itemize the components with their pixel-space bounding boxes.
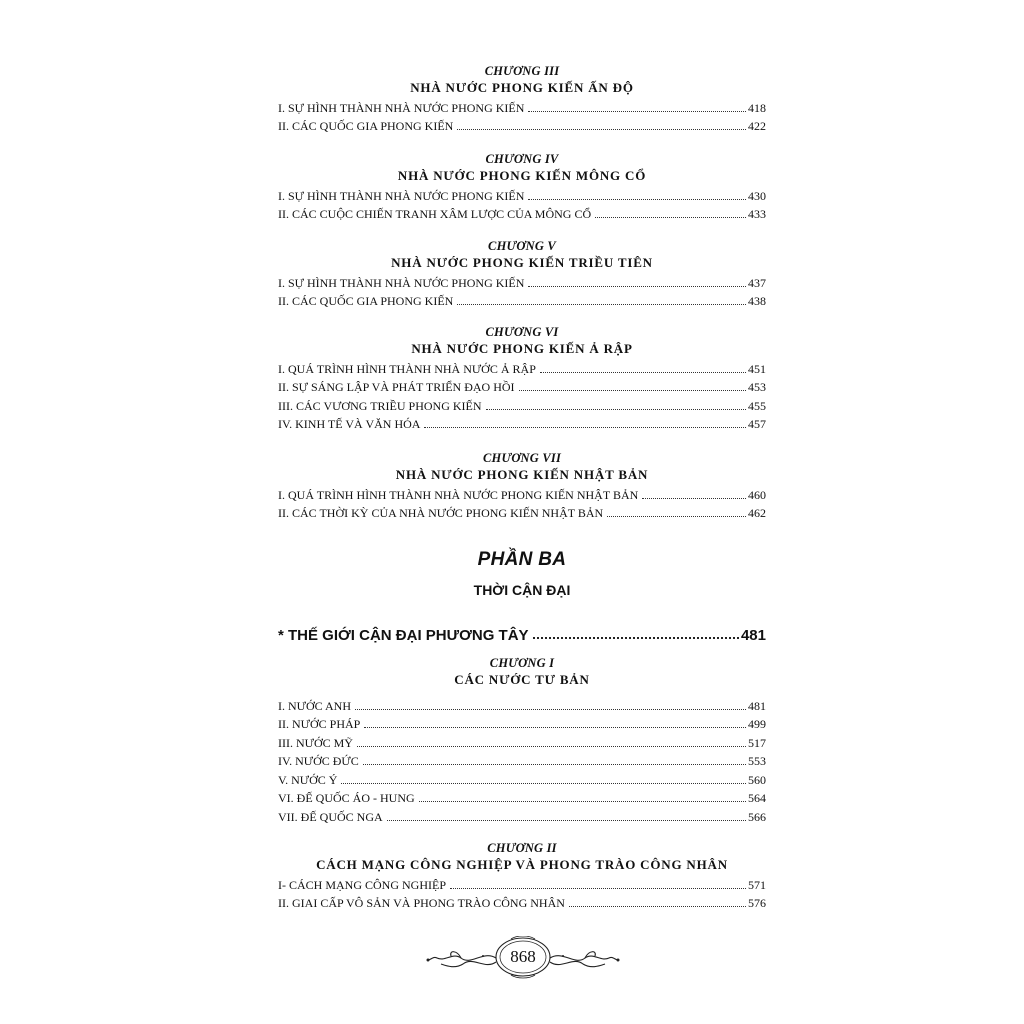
toc-entry[interactable] [278, 358, 766, 377]
dot-leader [486, 408, 746, 410]
toc-entry-text: I. NƯỚC ANH [278, 698, 351, 713]
toc-entry-text: VI. ĐẾ QUỐC ÁO - HUNG [278, 791, 415, 805]
toc-entry[interactable] [278, 116, 766, 135]
dot-leader [363, 763, 746, 765]
toc-entry-page: 430 [748, 188, 766, 203]
dot-leader [528, 198, 746, 200]
toc-entry[interactable] [278, 769, 766, 788]
toc-entry-page: 499 [748, 717, 766, 731]
toc-entry-text: II. CÁC QUỐC GIA PHONG KIẾN [278, 119, 454, 133]
chapter-block [278, 656, 766, 825]
toc-entry-page: 457 [748, 417, 766, 431]
toc-entry-text: III. CÁC VƯƠNG TRIỀU PHONG KIẾN [278, 398, 482, 413]
toc-entry-text: I. SỰ HÌNH THÀNH NHÀ NƯỚC PHONG KIẾN [278, 275, 525, 290]
toc-entry-page: 455 [748, 398, 766, 413]
toc-entry-text: III. NƯỚC MỸ [278, 735, 353, 750]
toc-entry-text: II. CÁC THỜI KỲ CỦA NHÀ NƯỚC PHONG KIẾN NHẬT BẢN [278, 506, 604, 520]
chapter-block [278, 239, 766, 309]
dot-leader [424, 426, 746, 428]
chapter-label: CHƯƠNG II [487, 841, 557, 855]
toc-entry-page: 437 [748, 275, 766, 290]
dot-leader [607, 515, 746, 517]
toc-entry-page: 481 [748, 698, 766, 713]
chapter-title: NHÀ NƯỚC PHONG KIẾN MÔNG CỔ [397, 168, 647, 183]
chapter-label: CHƯƠNG VI [485, 325, 559, 339]
dot-leader [533, 637, 739, 639]
toc-entry[interactable] [278, 204, 766, 223]
toc-entry-text: I. QUÁ TRÌNH HÌNH THÀNH NHÀ NƯỚC Ả RẬP [278, 361, 536, 376]
toc-entry[interactable] [278, 97, 766, 116]
toc-entry-text: I. SỰ HÌNH THÀNH NHÀ NƯỚC PHONG KIẾN [278, 188, 525, 203]
dot-leader [519, 389, 746, 391]
chapter-title: CÁC NƯỚC TƯ BẢN [454, 672, 590, 687]
toc-entry[interactable] [278, 806, 766, 825]
toc-entry-page: 566 [748, 809, 766, 824]
dot-leader [450, 887, 746, 889]
toc-entry-page: 462 [748, 506, 766, 520]
chapter-block [278, 152, 766, 222]
chapter-title: NHÀ NƯỚC PHONG KIẾN TRIỀU TIÊN [391, 255, 653, 270]
chapter-title: CÁCH MẠNG CÔNG NGHIỆP VÀ PHONG TRÀO CÔNG NHÂN [316, 857, 728, 872]
chapter-block [278, 841, 766, 911]
toc-entry[interactable] [278, 893, 766, 912]
part-label: PHẦN BA [477, 549, 567, 570]
dot-leader [569, 905, 746, 907]
toc-entry-text: IV. KINH TẾ VÀ VĂN HÓA [278, 417, 421, 431]
chapter-label: CHƯƠNG I [489, 656, 555, 670]
toc-entry[interactable] [278, 377, 766, 396]
chapter-title: NHÀ NƯỚC PHONG KIẾN ẤN ĐỘ [410, 80, 634, 95]
toc-entry-page: 438 [748, 294, 766, 308]
toc-entry[interactable] [278, 503, 766, 522]
toc-entry[interactable] [278, 695, 766, 714]
dot-leader [595, 216, 746, 218]
toc-entry-page: 553 [748, 754, 766, 768]
toc-entry[interactable] [278, 395, 766, 414]
toc-entry-text: II. SỰ SÁNG LẬP VÀ PHÁT TRIỂN ĐẠO HỒI [278, 380, 515, 394]
section-entry[interactable] [278, 622, 766, 644]
chapter-title: NHÀ NƯỚC PHONG KIẾN NHẬT BẢN [395, 467, 649, 482]
toc-entry-text: I. QUÁ TRÌNH HÌNH THÀNH NHÀ NƯỚC PHONG KIẾN NHẬT BẢN [278, 487, 639, 502]
toc-entry-text: VII. ĐẾ QUỐC NGA [278, 809, 383, 824]
toc-entry-text: V. NƯỚC Ý [278, 772, 338, 787]
dot-leader [357, 745, 746, 747]
toc-entry-page: 576 [748, 896, 766, 910]
dot-leader [528, 110, 746, 112]
toc-entry[interactable] [278, 484, 766, 503]
chapter-block [278, 325, 766, 432]
dot-leader [341, 782, 746, 784]
dot-leader [540, 371, 746, 373]
toc-entry-text: II. GIAI CẤP VÔ SẢN VÀ PHONG TRÀO CÔNG NHÂN [278, 896, 565, 910]
toc-entry-text: II. CÁC QUỐC GIA PHONG KIẾN [278, 294, 454, 308]
chapter-label: CHƯƠNG III [484, 64, 560, 78]
toc-entry-text: I. SỰ HÌNH THÀNH NHÀ NƯỚC PHONG KIẾN [278, 100, 525, 115]
chapter-label: CHƯƠNG V [488, 239, 556, 253]
dot-leader [355, 708, 746, 710]
toc-entry-page: 517 [748, 735, 766, 750]
toc-entry[interactable] [278, 291, 766, 310]
toc-entry-page: 571 [748, 877, 766, 892]
toc-entry[interactable] [278, 732, 766, 751]
toc-entry[interactable] [278, 788, 766, 807]
dot-leader [419, 800, 746, 802]
section-entry-text: * THẾ GIỚI CẬN ĐẠI PHƯƠNG TÂY [278, 627, 529, 644]
dot-leader [364, 726, 746, 728]
toc-entry[interactable] [278, 185, 766, 204]
toc-entry-page: 433 [748, 207, 766, 221]
toc-entry-text: I- CÁCH MẠNG CÔNG NGHIỆP [278, 877, 446, 892]
toc-entry-page: 564 [748, 791, 766, 805]
toc-entry-page: 418 [748, 100, 766, 115]
toc-entry[interactable] [278, 874, 766, 893]
dot-leader [387, 819, 746, 821]
chapter-title: NHÀ NƯỚC PHONG KIẾN Ả RẬP [411, 341, 633, 356]
dot-leader [642, 497, 746, 499]
toc-entry[interactable] [278, 714, 766, 733]
toc-entry[interactable] [278, 751, 766, 770]
dot-leader [457, 128, 746, 130]
page-number-ornament [423, 936, 623, 980]
chapter-label: CHƯƠNG IV [485, 152, 559, 166]
chapter-label: CHƯƠNG VII [482, 451, 562, 465]
page-number: 868 [510, 947, 536, 966]
toc-entry-page: 460 [748, 487, 766, 502]
dot-leader [528, 285, 746, 287]
section-entry-page: 481 [740, 627, 766, 644]
toc-entry-page: 422 [748, 119, 766, 133]
toc-entry-text: II. CÁC CUỘC CHIẾN TRANH XÂM LƯỢC CỦA MÔNG CỔ [278, 207, 592, 221]
chapter-block [278, 451, 766, 521]
toc-entry-text: II. NƯỚC PHÁP [278, 717, 361, 731]
toc-entry-page: 560 [748, 772, 766, 787]
toc-entry-page: 451 [748, 361, 766, 376]
toc-entry[interactable] [278, 272, 766, 291]
dot-leader [457, 303, 746, 305]
toc-entry-page: 453 [748, 380, 766, 394]
toc-page [278, 0, 766, 1024]
part-title: THỜI CẬN ĐẠI [473, 582, 571, 598]
toc-entry-text: IV. NƯỚC ĐỨC [278, 754, 359, 768]
chapter-block [278, 64, 766, 134]
toc-entry[interactable] [278, 414, 766, 433]
